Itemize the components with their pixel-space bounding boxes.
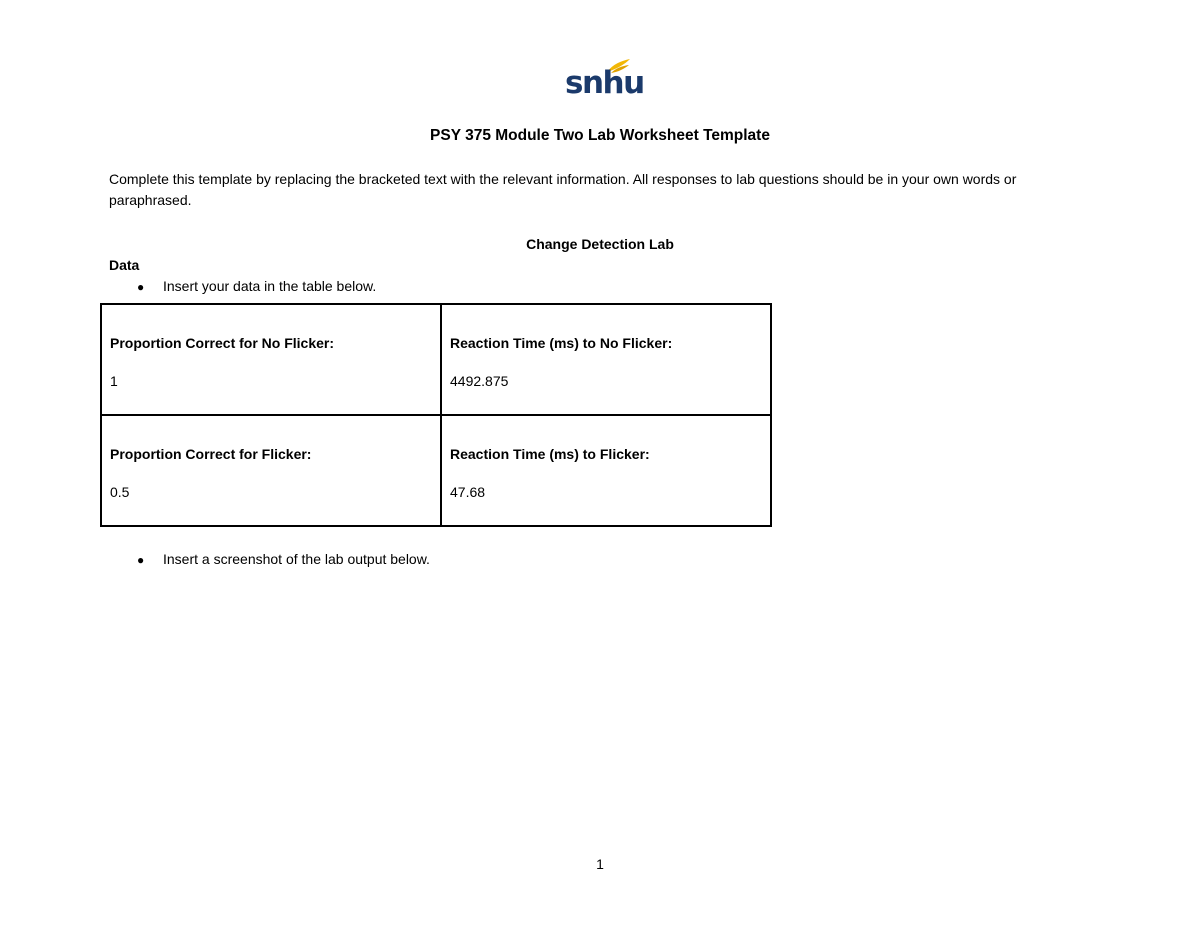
bullet-dot-icon: ●: [137, 280, 145, 294]
cell-value: 4492.875: [450, 373, 509, 389]
table-cell: [101, 304, 441, 415]
table-cell: [441, 415, 771, 526]
table-row: [101, 304, 771, 415]
section-title: Change Detection Lab: [526, 236, 674, 252]
cell-value: 1: [110, 373, 118, 389]
cell-label: Reaction Time (ms) to No Flicker:: [450, 335, 673, 351]
cell-value: 47.68: [450, 484, 486, 500]
snhu-logo: [565, 58, 644, 104]
document-title: PSY 375 Module Two Lab Worksheet Template: [430, 127, 770, 144]
table-cell: [101, 415, 441, 526]
data-heading: Data: [109, 257, 140, 273]
bullet-text: Insert a screenshot of the lab output below.: [163, 551, 430, 567]
bullet-text: Insert your data in the table below.: [163, 278, 377, 294]
cell-label: Proportion Correct for No Flicker:: [110, 335, 335, 351]
table-row: [101, 415, 771, 526]
cell-label: Proportion Correct for Flicker:: [110, 446, 312, 462]
logo-text: snhu: [565, 65, 644, 101]
instructions-paragraph: Complete this template by replacing the bracketed text with the relevant information. All responses to lab questions should be in your own words or paraphrased.: [109, 171, 1017, 208]
data-table: [100, 303, 772, 527]
bullet-dot-icon: ●: [137, 553, 145, 567]
bullet-item: [137, 277, 376, 296]
page-number: 1: [596, 856, 604, 872]
bullet-item: [137, 550, 430, 569]
cell-value: 0.5: [110, 484, 130, 500]
cell-label: Reaction Time (ms) to Flicker:: [450, 446, 650, 462]
table-cell: [441, 304, 771, 415]
